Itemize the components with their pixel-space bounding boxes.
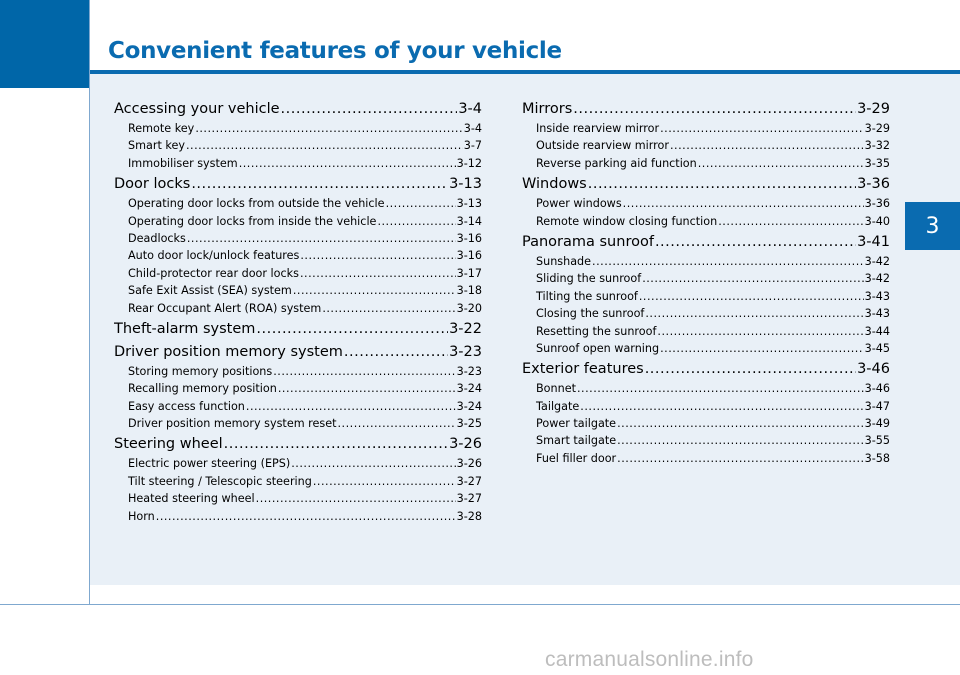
dot-leader [642,270,863,287]
footer-rule [0,604,960,605]
toc-entry[interactable] [522,380,890,397]
toc-entry-page-number: 3-13 [456,197,482,211]
toc-entry-page-number: 3-28 [456,509,482,523]
toc-entry-page-number: 3-4 [463,122,482,135]
toc-section [114,174,482,317]
dot-leader [186,137,463,154]
toc-entry-page-number: 3-29 [864,122,890,135]
toc-section-heading[interactable] [114,434,482,455]
toc-section-heading-page-number: 3-36 [857,176,890,193]
dot-leader [239,155,456,172]
toc-entry-page-number: 3-26 [456,457,482,471]
toc-entry[interactable] [522,323,890,340]
watermark: carmanualsonline.info [545,648,754,671]
toc-entry-page-number: 3-58 [864,451,890,465]
dot-leader [156,508,456,525]
dot-leader [670,137,864,154]
toc-section-heading-title: Mirrors [522,101,573,117]
dot-leader [577,380,864,397]
dot-leader [645,359,856,380]
toc-entry[interactable] [114,282,482,299]
dot-leader [187,230,456,247]
toc-section [522,232,890,357]
toc-entry-title: Resetting the sunroof [536,324,657,338]
toc-section-heading[interactable] [522,174,890,195]
toc-entry[interactable] [522,195,890,212]
dot-leader [224,434,448,455]
toc-entry[interactable] [114,230,482,247]
toc-entry-page-number: 3-46 [864,382,890,396]
dot-leader [322,300,455,317]
toc-entry[interactable] [114,300,482,317]
toc-entry-title: Safe Exit Assist (SEA) system [128,284,292,298]
toc-entry-title: Tilting the sunroof [536,289,638,303]
toc-entry-title: Smart tailgate [536,434,617,448]
toc-entry[interactable] [114,265,482,282]
dot-leader [291,455,455,472]
toc-section [522,359,890,467]
toc-entry-page-number: 3-16 [456,249,482,263]
toc-entry[interactable] [114,455,482,472]
dot-leader [300,247,455,264]
dot-leader [592,253,864,270]
toc-section [522,99,890,172]
toc-entry[interactable] [522,137,890,154]
toc-section-heading[interactable] [522,359,890,380]
toc-section [114,434,482,525]
toc-entry-title: Recalling memory position [128,382,277,396]
toc-entry[interactable] [114,490,482,507]
toc-entry-page-number: 3-45 [864,341,890,355]
dot-leader [655,232,856,253]
dot-leader [573,99,856,120]
toc-entry-title: Auto door lock/unlock features [128,249,300,263]
toc-section-heading-page-number: 3-13 [449,176,482,193]
toc-entry[interactable] [114,213,482,230]
toc-entry-page-number: 3-18 [456,284,482,298]
toc-entry-page-number: 3-40 [864,214,890,228]
toc-section-heading-title: Panorama sunroof [522,233,654,250]
toc-entry-title: Outside rearview mirror [536,139,669,153]
toc-entry[interactable] [114,363,482,380]
toc-entry-page-number: 3-20 [456,301,482,315]
dot-leader [617,450,863,467]
dot-leader [386,195,456,212]
toc-entry-title: Easy access function [128,399,245,413]
toc-entry-page-number: 3-32 [864,139,890,153]
toc-entry[interactable] [522,120,890,137]
toc-entry-title: Power windows [536,197,622,211]
dot-leader [698,155,864,172]
toc-entry-page-number: 3-14 [456,214,482,228]
toc-column-right [522,97,890,467]
toc-entry-title: Inside rearview mirror [536,122,660,135]
toc-entry-title: Heated steering wheel [128,492,255,506]
toc-entry-title: Smart key [128,139,185,153]
toc-entry-title: Remote window closing function [536,214,718,228]
dot-leader [338,415,456,432]
toc-entry[interactable] [114,398,482,415]
dot-leader [588,174,856,195]
toc-entry[interactable] [114,380,482,397]
toc-entry-page-number: 3-24 [456,382,482,396]
toc-entry[interactable] [522,213,890,230]
toc-entry-page-number: 3-44 [864,324,890,338]
dot-leader [657,323,863,340]
toc-entry-page-number: 3-42 [864,254,890,268]
toc-section-heading-title: Exterior features [522,361,644,378]
toc-entry-page-number: 3-35 [864,156,890,170]
toc-entry[interactable] [522,155,890,172]
toc-entry-title: Closing the sunroof [536,307,645,321]
toc-entry-title: Remote key [128,122,195,135]
dot-leader [256,319,448,340]
toc-entry[interactable] [522,432,890,449]
toc-entry-page-number: 3-47 [864,399,890,413]
toc-entry-page-number: 3-25 [456,417,482,431]
toc-entry-title: Sunroof open warning [536,341,660,355]
toc-entry[interactable] [522,288,890,305]
dot-leader [273,363,455,380]
toc-entry[interactable] [522,340,890,357]
toc-entry[interactable] [114,195,482,212]
toc-entry-title: Bonnet [536,382,576,396]
dot-leader [617,415,864,432]
toc-entry-title: Reverse parking aid function [536,156,697,170]
toc-section-heading[interactable] [114,99,482,120]
toc-entry[interactable] [114,508,482,525]
toc-entry[interactable] [114,137,482,154]
toc-entry[interactable] [114,120,482,137]
dot-leader [293,282,456,299]
toc-section [114,342,482,433]
toc-entry[interactable] [522,305,890,322]
toc-entry-title: Driver position memory system reset [128,417,337,431]
dot-leader [617,432,864,449]
toc-entry[interactable] [522,398,890,415]
toc-entry-title: Deadlocks [128,231,186,245]
toc-entry-title: Sunshade [536,254,592,268]
dot-leader [660,340,864,357]
page-title: Convenient features of your vehicle [108,38,562,64]
toc-entry-title: Operating door locks from inside the vehicle [128,214,377,228]
toc-section-heading[interactable] [522,99,890,120]
toc-entry-page-number: 3-17 [456,266,482,280]
toc-entry-title: Electric power steering (EPS) [128,457,291,471]
toc-column-left [114,97,482,525]
toc-entry-page-number: 3-27 [456,474,482,488]
dot-leader [660,120,864,137]
dot-leader [191,174,448,195]
toc-entry-title: Rear Occupant Alert (ROA) system [128,301,322,315]
toc-entry[interactable] [522,270,890,287]
toc-entry[interactable] [522,415,890,432]
toc-entry-page-number: 3-36 [864,197,890,211]
toc-entry-page-number: 3-27 [456,492,482,506]
toc-entry[interactable] [522,450,890,467]
toc-section-heading-page-number: 3-4 [458,101,482,117]
toc-entry-title: Sliding the sunroof [536,272,642,286]
toc-entry-title: Storing memory positions [128,364,273,378]
toc-entry-page-number: 3-49 [864,417,890,431]
toc-entry-title: Horn [128,509,155,523]
toc-section-heading-page-number: 3-23 [449,343,482,360]
dot-leader [195,120,462,137]
toc-section-heading[interactable] [114,342,482,363]
toc-section-heading-title: Door locks [114,176,191,193]
toc-entry-page-number: 3-55 [864,434,890,448]
chapter-tab[interactable]: 3 [905,202,960,250]
dot-leader [623,195,864,212]
toc-entry-title: Tilt steering / Telescopic steering [128,474,312,488]
toc-section-heading-title: Windows [522,176,587,193]
corner-color-block [0,0,90,88]
toc-entry-title: Child-protector rear door locks [128,266,299,280]
toc-section-heading[interactable] [114,319,482,340]
dot-leader [718,213,863,230]
toc-section-heading-page-number: 3-46 [857,361,890,378]
toc-entry[interactable] [114,247,482,264]
toc-entry-title: Fuel filler door [536,451,617,465]
toc-section [114,319,482,340]
toc-section-heading-title: Accessing your vehicle [114,101,280,117]
toc-section-heading-title: Driver position memory system [114,343,343,360]
dot-leader [313,473,456,490]
toc-entry-page-number: 3-24 [456,399,482,413]
toc-section-heading-page-number: 3-41 [857,233,890,250]
toc-section-heading-title: Theft-alarm system [114,320,256,337]
toc-entry-page-number: 3-12 [456,156,482,170]
dot-leader [256,490,456,507]
toc-section-heading-title: Steering wheel [114,436,223,453]
dot-leader [278,380,456,397]
toc-section-heading[interactable] [522,232,890,253]
left-margin-rule [89,0,90,604]
toc-entry-page-number: 3-42 [864,272,890,286]
toc-section-heading[interactable] [114,174,482,195]
toc-entry-title: Tailgate [536,399,580,413]
toc-entry-title: Operating door locks from outside the vehicle [128,197,385,211]
dot-leader [639,288,864,305]
dot-leader [246,398,456,415]
toc-entry-title: Immobiliser system [128,156,238,170]
dot-leader [281,99,458,120]
toc-section-heading-page-number: 3-22 [449,320,482,337]
toc-section-heading-page-number: 3-29 [857,101,890,117]
toc-entry-page-number: 3-43 [864,307,890,321]
toc-entry[interactable] [114,473,482,490]
toc-entry-title: Power tailgate [536,417,617,431]
toc-entry[interactable] [114,155,482,172]
toc-entry-page-number: 3-43 [864,289,890,303]
toc-section [522,174,890,230]
toc-entry-page-number: 3-16 [456,231,482,245]
toc-entry[interactable] [114,415,482,432]
toc-section-heading-page-number: 3-26 [449,436,482,453]
dot-leader [300,265,456,282]
toc-entry-page-number: 3-23 [456,364,482,378]
toc-section [114,99,482,172]
dot-leader [344,342,448,363]
dot-leader [645,305,863,322]
dot-leader [580,398,863,415]
dot-leader [377,213,455,230]
toc-entry-page-number: 3-7 [463,139,482,153]
toc-entry[interactable] [522,253,890,270]
